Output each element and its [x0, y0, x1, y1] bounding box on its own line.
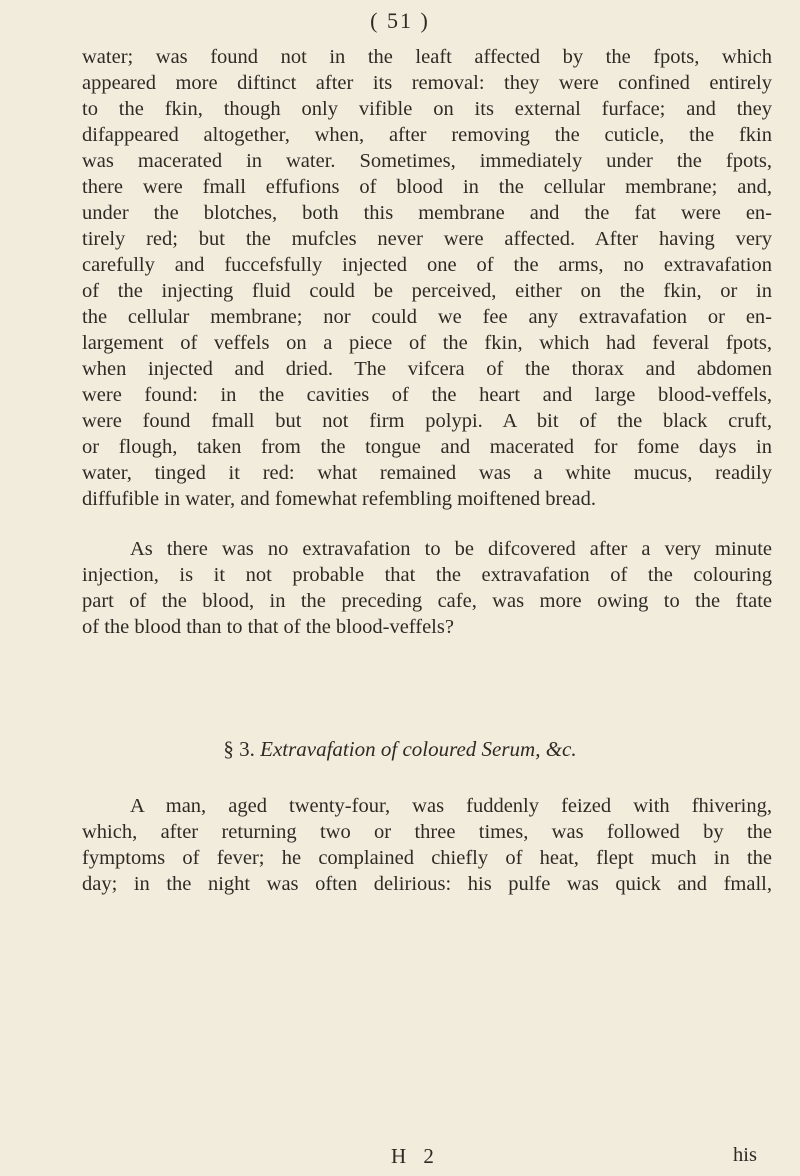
text-line: A man, aged twenty-four, was fuddenly feized with fhivering,: [130, 795, 772, 817]
text-line: or flough, taken from the tongue and macerated for fome days in: [82, 436, 772, 458]
text-line: diffufible in water, and fomewhat refembling moiftened bread.: [82, 488, 596, 510]
text-line: the cellular membrane; nor could we fee any extravafation or en-: [82, 306, 772, 328]
text-line: appeared more diftinct after its removal: they were confined entirely: [82, 72, 772, 94]
text-line: As there was no extravafation to be difcovered after a very minute: [130, 538, 772, 560]
text-line: part of the blood, in the preceding cafe, was more owing to the ftate: [82, 590, 772, 612]
text-line: under the blotches, both this membrane and the fat were en-: [82, 202, 772, 224]
text-line: were found fmall but not firm polypi. A bit of the black cruft,: [82, 410, 772, 432]
signature-mark: H 2: [391, 1144, 440, 1168]
text-line: which, after returning two or three times, was followed by the: [82, 821, 772, 843]
text-line: was macerated in water. Sometimes, immediately under the fpots,: [82, 150, 772, 172]
catchword: his: [733, 1144, 757, 1166]
text-line: of the injecting fluid could be perceived, either on the fkin, or in: [82, 280, 772, 302]
text-line: fymptoms of fever; he complained chiefly of heat, flept much in the: [82, 847, 772, 869]
text-line: carefully and fuccefsfully injected one of the arms, no extravafation: [82, 254, 772, 276]
text-line: there were fmall effufions of blood in the cellular membrane; and,: [82, 176, 772, 198]
section-heading: [0, 737, 800, 762]
text-line: when injected and dried. The vifcera of the thorax and abdomen: [82, 358, 772, 380]
section-number: § 3.: [223, 737, 255, 761]
text-line: tirely red; but the mufcles never were affected. After having very: [82, 228, 772, 250]
text-line: water, tinged it red: what remained was a white mucus, readily: [82, 462, 772, 484]
text-line: largement of veffels on a piece of the fkin, which had feveral fpots,: [82, 332, 772, 354]
text-line: to the fkin, though only vifible on its external furface; and they: [82, 98, 772, 120]
text-line: difappeared altogether, when, after removing the cuticle, the fkin: [82, 124, 772, 146]
text-line: of the blood than to that of the blood-veffels?: [82, 616, 454, 638]
page-number: ( 51 ): [370, 8, 430, 33]
text-line: injection, is it not probable that the extravafation of the colouring: [82, 564, 772, 586]
section-title: Extravafation of coloured Serum, &c.: [260, 737, 577, 761]
text-line: water; was found not in the leaft affected by the fpots, which: [82, 46, 772, 68]
text-line: day; in the night was often delirious: his pulfe was quick and fmall,: [82, 873, 772, 895]
text-line: were found: in the cavities of the heart and large blood-veffels,: [82, 384, 772, 406]
